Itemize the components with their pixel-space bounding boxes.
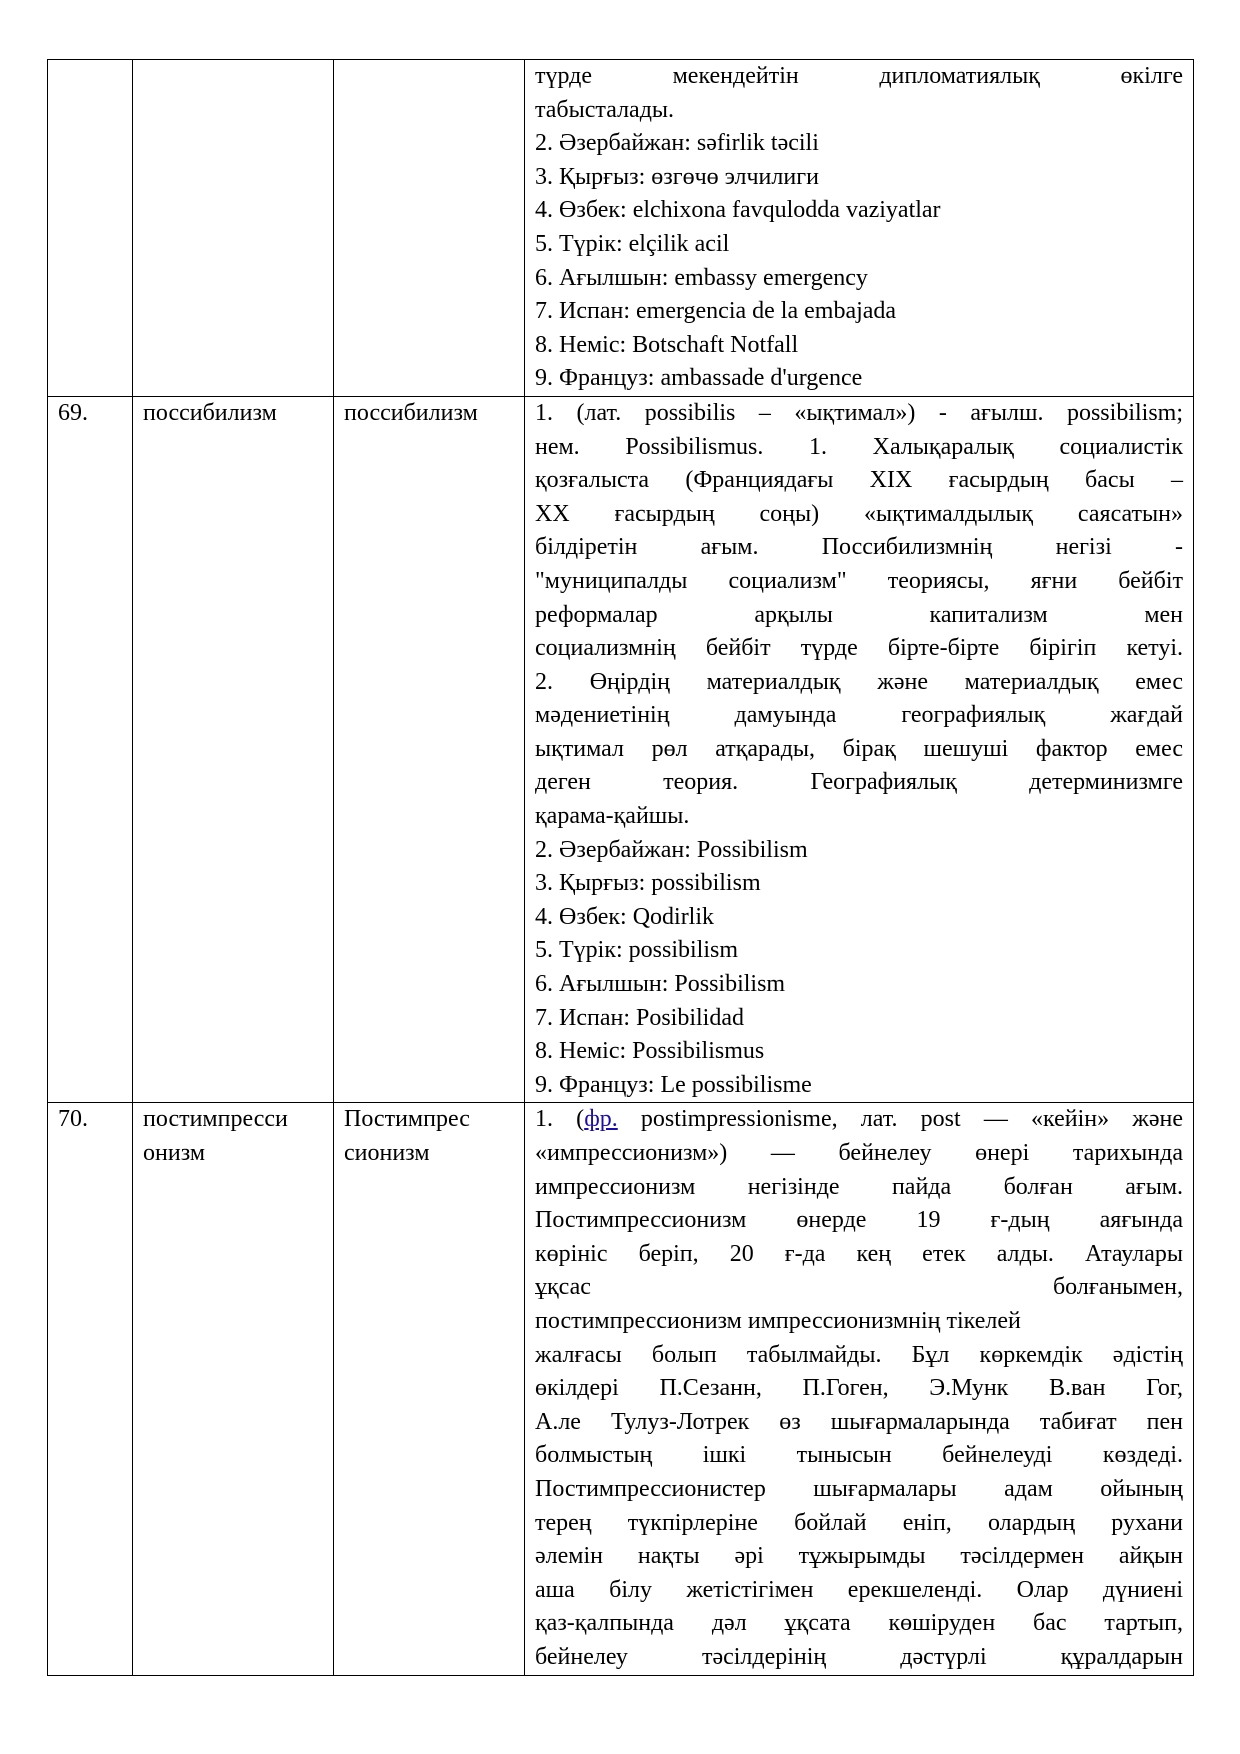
document-page [47,59,1193,1676]
term-ru-cell [334,60,525,397]
terms-table [47,59,1194,1676]
definition-line: білдіретін ағым. Поссибилизмнің негізі - [535,534,1183,561]
table-row [48,396,1194,1102]
definition-line: импрессионизм негізінде пайда болған ағым. [535,1173,1183,1200]
translation-line: 5. Түрік: possibilism [535,937,739,964]
translation-line: 4. Өзбек: Qodirlik [535,903,715,930]
definition-text: postimpressionisme, лат. post — «кейін» және [617,1106,1183,1133]
definition-line: әлемін нақты әрі тұжырымды тәсілдермен айқын [535,1543,1183,1570]
translation-line: 2. Әзербайжан: Possibilism [535,836,808,863]
term-kz-cell: поссибилизм [133,396,334,1102]
translation-line: 4. Өзбек: elchixona favqulodda vaziyatlar [535,197,941,224]
definition-line: бейнелеу тәсілдерінің дәстүрлі құралдарын [535,1643,1183,1670]
definition-line: көрініс беріп, 20 ғ-да кең етек алды. Атаулары [535,1240,1183,1267]
definition-line [535,1103,1183,1137]
definition-line: «импрессионизм») — бейнелеу өнері тарихында [535,1140,1183,1166]
definition-line: мәдениетінің дамуында географиялық жағдай [535,702,1183,729]
definition-line: болмыстың ішкі тынысын бейнелеуді көздеді. [535,1442,1183,1469]
translation-line: 6. Ағылшын: Possibilism [535,971,786,998]
translation-line: 8. Неміс: Possibilismus [535,1038,765,1065]
definition-line: деген теория. Географиялық детерминизмге [535,769,1183,796]
translation-line: 7. Испан: Posibilidad [535,1004,745,1031]
translation-line: 8. Неміс: Botschaft Notfall [535,331,799,358]
definition-line: аша білу жетістігімен ерекшеленді. Олар дүниені [535,1576,1183,1603]
definition-line: реформалар арқылы капитализм мен [535,601,1183,628]
translation-line: 3. Қырғыз: possibilism [535,870,761,897]
definition-prefix: 1. ( [535,1106,585,1133]
term-ru-line: Постимпрес [344,1106,470,1133]
definition-line: ықтимал рөл атқарады, бірақ шешуші фактор емес [535,735,1183,762]
translation-line: 6. Ағылшын: embassy emergency [535,264,868,291]
number-cell [48,60,133,397]
definition-line: қозғалыста (Франциядағы XIX ғасырдың басы – [535,467,1183,494]
translation-line: 9. Француз: ambassade d'urgence [535,365,863,392]
definition-line: 1. (лат. possibilis – «ықтимал») - ағылш. possibilism; [535,399,1183,426]
term-ru-line: сионизм [344,1140,430,1166]
definition-line: ұқсас болғанымен, [535,1274,1183,1301]
definition-line: постимпрессионизм импрессионизмнің тікелей [535,1307,1021,1334]
definition-cell [525,60,1194,397]
term-kz-cell [133,60,334,397]
definition-cell [525,396,1194,1102]
term-kz-cell [133,1103,334,1675]
definition-line: социализмнің бейбіт түрде бірте-бірте бірігіп кетуі. [535,635,1183,662]
definition-line: Постимпрессионизм өнерде 19 ғ-дың аяғында [535,1207,1183,1234]
number-cell: 69. [48,396,133,1102]
definition-line: өкілдері П.Сезанн, П.Гоген, Э.Мунк В.ван Гог, [535,1375,1183,1402]
translation-line: 7. Испан: emergencia de la embajada [535,298,897,325]
term-ru-cell [334,1103,525,1675]
number-cell: 70. [48,1103,133,1675]
definition-line: "муниципалды социализм" теориясы, яғни бейбіт [535,567,1183,594]
definition-cell [525,1103,1194,1675]
definition-line: түрде мекендейтін дипломатиялық өкілге [535,63,1183,89]
table-row [48,1103,1194,1675]
definition-line: терең түкпірлеріне бойлай еніп, олардың рухани [535,1509,1183,1536]
term-kz-line: онизм [143,1140,206,1166]
term-ru-cell: поссибилизм [334,396,525,1102]
french-abbrev-link[interactable]: фр. [584,1106,618,1133]
translation-line: 2. Әзербайжан: səfirlik təcili [535,130,819,157]
definition-line: 2. Өңірдің материалдық және материалдық емес [535,668,1183,695]
definition-line: А.ле Тулуз-Лотрек өз шығармаларында табиғат пен [535,1408,1183,1435]
translation-line: 3. Қырғыз: өзгөчө элчилиги [535,163,819,190]
definition-line: Постимпрессионистер шығармалары адам ойының [535,1475,1183,1502]
definition-line: қаз-қалпында дәл ұқсата көшіруден бас тартып, [535,1610,1183,1637]
definition-line: XX ғасырдың соңы) «ықтималдылық саясатын» [535,500,1183,527]
table-row [48,60,1194,397]
definition-line: жалғасы болып табылмайды. Бұл көркемдік әдістің [535,1341,1183,1368]
translation-line: 9. Француз: Le possibilisme [535,1071,812,1098]
definition-line: нем. Possibilismus. 1. Халықаралық социалистік [535,433,1183,460]
term-kz-line: постимпресси [143,1106,288,1133]
translation-line: 5. Түрік: elçilik acil [535,230,730,257]
definition-line: қарама-қайшы. [535,803,690,830]
definition-line: табысталады. [535,96,675,123]
